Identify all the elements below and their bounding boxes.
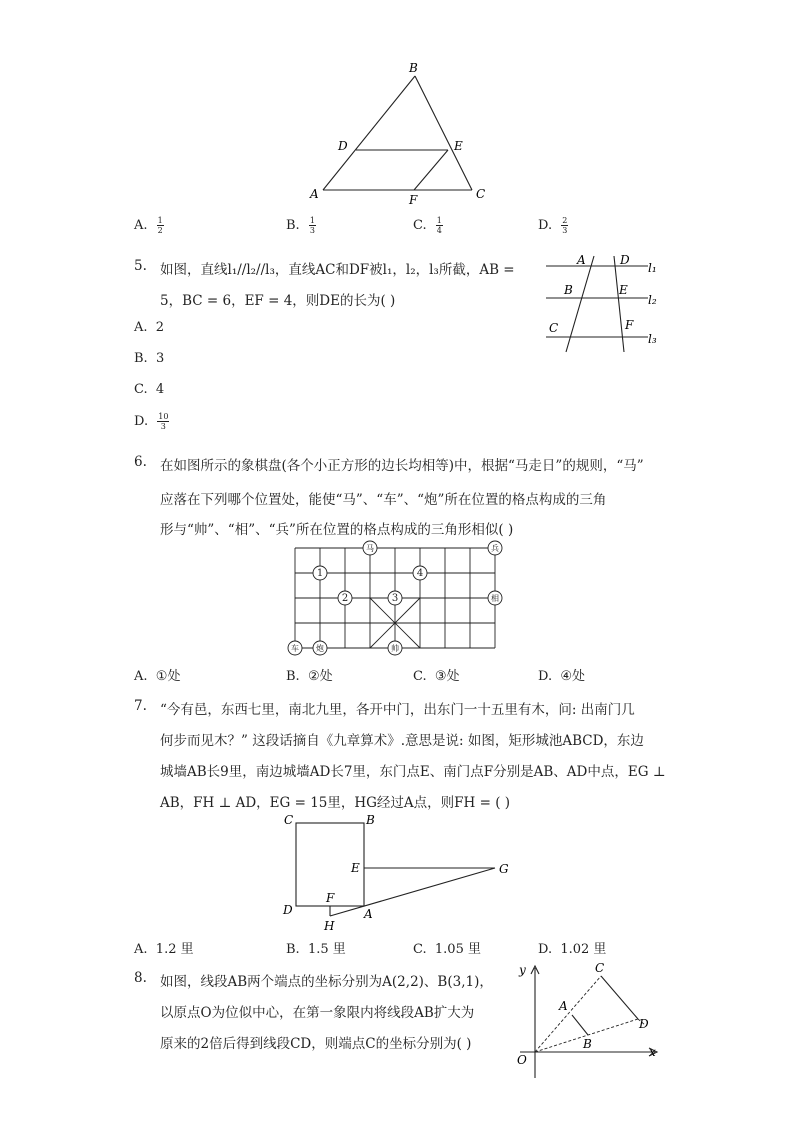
piece-xiang: 相	[491, 594, 499, 603]
q7-option-a[interactable]: A. 1.2 里	[134, 942, 194, 957]
svg-text:F: F	[326, 891, 335, 905]
svg-text:C: C	[284, 813, 294, 827]
svg-text:A: A	[364, 907, 373, 921]
svg-text:C: C	[595, 961, 605, 975]
city-wall-figure	[280, 810, 520, 935]
label-F: F	[409, 193, 418, 207]
q7-option-d[interactable]: D. 1.02 里	[538, 942, 607, 957]
q6-number: 6.	[134, 454, 147, 470]
q8-text-line1: 如图，线段AB两个端点的坐标分别为A(2,2)、B(3,1)，	[160, 974, 493, 990]
svg-text:x: x	[649, 1045, 656, 1059]
q5-option-a[interactable]: A. 2	[134, 320, 165, 335]
label-A: A	[310, 187, 319, 201]
position-4: 4	[416, 568, 424, 579]
svg-text:l₂: l₂	[648, 293, 657, 307]
q6-option-d[interactable]: D. ④处	[538, 669, 586, 684]
svg-text:y: y	[519, 963, 526, 977]
q6-text-line2: 应落在下列哪个位置处，能使“马”、“车”、“炮”所在位置的格点构成的三角	[160, 492, 607, 508]
svg-text:B: B	[583, 1037, 592, 1051]
svg-text:l₁: l₁	[648, 261, 657, 275]
label-D: D	[338, 139, 348, 153]
q7-number: 7.	[134, 698, 147, 714]
piece-ma: 马	[366, 544, 374, 553]
svg-text:O: O	[517, 1053, 527, 1067]
svg-text:D: D	[620, 253, 630, 267]
fraction: $\frac{10}{3}$	[158, 412, 169, 431]
svg-text:B: B	[366, 813, 375, 827]
label-C: C	[476, 187, 486, 201]
q5-text-line2: 5，BC = 6，EF = 4，则DE的长为( )	[160, 293, 396, 309]
q6-option-c[interactable]: C. ③处	[413, 669, 460, 684]
q4-option-c[interactable]: C. $\frac{1}{4}$	[413, 216, 442, 235]
svg-text:A: A	[577, 253, 586, 267]
q7-text-line2: 何步而见木？” 这段话摘自《九章算术》.意思是说: 如图，矩形城池ABCD，东边	[160, 733, 644, 749]
q5-text-line1: 如图，直线l₁//l₂//l₃，直线AC和DF被l₁，l₂，l₃所截，AB =	[160, 262, 515, 278]
coordinate-figure	[505, 958, 665, 1083]
q7-text-line1: “今有邑，东西七里，南北九里，各开中门，出东门一十五里有木，问: 出南门几	[160, 702, 635, 718]
q7-option-c[interactable]: C. 1.05 里	[413, 942, 481, 957]
q5-option-b[interactable]: B. 3	[134, 351, 165, 366]
fraction: $\frac{1}{4}$	[436, 216, 442, 235]
piece-pao: 炮	[316, 644, 324, 653]
piece-che: 车	[291, 644, 299, 653]
svg-text:D: D	[639, 1017, 649, 1031]
q4-option-d[interactable]: D. $\frac{2}{3}$	[538, 216, 568, 235]
q4-option-a[interactable]: A. $\frac{1}{2}$	[134, 216, 163, 235]
q8-text-line3: 原来的2倍后得到线段CD，则端点C的坐标分别为( )	[160, 1036, 472, 1052]
piece-shuai: 帅	[391, 644, 399, 653]
q6-text-line3: 形与“帅”、“相”、“兵”所在位置的格点构成的三角形相似( )	[160, 522, 514, 538]
q5-option-d[interactable]: D. $\frac{10}{3}$	[134, 412, 169, 431]
position-1: 1	[316, 568, 324, 579]
q5-option-c[interactable]: C. 4	[134, 382, 165, 397]
svg-text:l₃: l₃	[648, 332, 657, 346]
q4-option-b[interactable]: B. $\frac{1}{3}$	[286, 216, 315, 235]
fraction: $\frac{1}{3}$	[309, 216, 315, 235]
q6-text-line1: 在如图所示的象棋盘(各个小正方形的边长均相等)中，根据“马走日”的规则，“马”	[160, 458, 644, 474]
svg-text:C: C	[549, 321, 559, 335]
svg-text:H: H	[324, 919, 335, 933]
q8-number: 8.	[134, 970, 147, 986]
svg-text:F: F	[625, 318, 634, 332]
q7-option-b[interactable]: B. 1.5 里	[286, 942, 346, 957]
piece-bing: 兵	[491, 544, 499, 553]
triangle-figure	[300, 58, 500, 208]
q8-text-line2: 以原点O为位似中心，在第一象限内将线段AB扩大为	[160, 1005, 475, 1021]
svg-text:E: E	[619, 283, 628, 297]
position-2: 2	[341, 593, 349, 604]
q7-text-line4: AB，FH ⊥ AD，EG = 15里，HG经过A点，则FH = ( )	[160, 795, 511, 811]
fraction: $\frac{2}{3}$	[562, 216, 568, 235]
q5-number: 5.	[134, 258, 147, 274]
label-E: E	[454, 139, 463, 153]
position-3: 3	[391, 593, 399, 604]
q6-option-b[interactable]: B. ②处	[286, 669, 333, 684]
svg-text:A: A	[559, 999, 568, 1013]
q7-text-line3: 城墙AB长9里，南边城墙AD长7里，东门点E、南门点F分别是AB、AD中点，EG ⊥	[160, 764, 666, 780]
svg-text:D: D	[283, 903, 293, 917]
chessboard-figure	[280, 538, 510, 660]
svg-text:E: E	[351, 861, 360, 875]
fraction: $\frac{1}{2}$	[157, 216, 163, 235]
q6-option-a[interactable]: A. ①处	[134, 669, 181, 684]
label-B: B	[409, 61, 418, 75]
svg-text:G: G	[499, 862, 509, 876]
parallel-lines-figure	[540, 250, 670, 355]
svg-text:B: B	[564, 283, 573, 297]
